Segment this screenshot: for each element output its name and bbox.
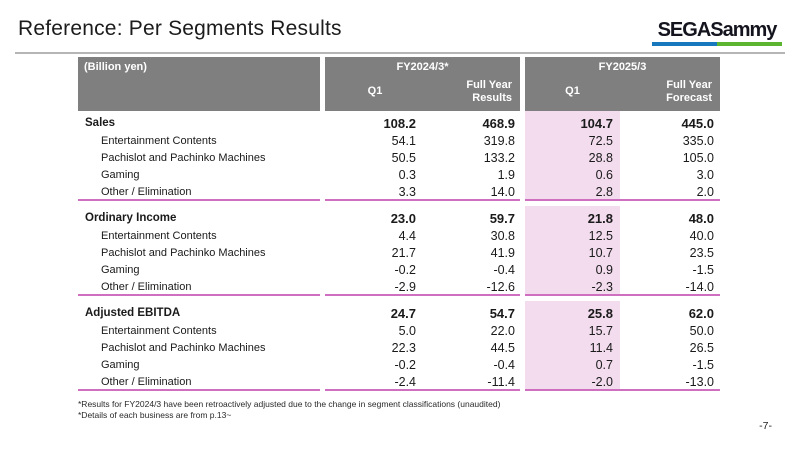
cell-value: 10.7 — [525, 245, 620, 262]
fullyear-line2: Results — [472, 92, 512, 104]
cell-value: 25.8 — [525, 301, 620, 323]
cell-value: 0.9 — [525, 262, 620, 279]
page-title: Reference: Per Segments Results — [18, 17, 342, 40]
cell-value: 468.9 — [482, 116, 515, 131]
fy2025-fullyear-column-header — [620, 75, 720, 111]
row-label: Other / Elimination — [78, 184, 320, 201]
cell-value: 21.8 — [525, 206, 620, 228]
table-section — [78, 111, 720, 201]
segments-table — [78, 57, 720, 396]
footnotes — [78, 399, 500, 420]
cell-value: 24.7 — [390, 306, 416, 321]
cell-value: 50.0 — [689, 324, 714, 338]
cell-value: -0.4 — [493, 358, 515, 372]
cell-value: 50.5 — [391, 151, 416, 165]
cell-value: 133.2 — [483, 151, 515, 165]
row-label: Entertainment Contents — [101, 135, 217, 147]
fy2024-fullyear-column-header — [425, 75, 520, 111]
cell-value: 21.7 — [391, 246, 416, 260]
cell-value: -11.4 — [425, 374, 520, 391]
cell-value: 335.0 — [682, 134, 714, 148]
cell-value: -0.2 — [394, 263, 416, 277]
sega-sammy-logo — [652, 19, 782, 46]
cell-value: -2.0 — [525, 374, 620, 391]
cell-value: -13.0 — [620, 374, 720, 391]
cell-value: 23.0 — [390, 211, 416, 226]
fy2024-group-header — [325, 57, 520, 111]
cell-value: -2.3 — [525, 279, 620, 296]
cell-value: 1.9 — [497, 168, 515, 182]
cell-value: 26.5 — [689, 341, 714, 355]
table-section — [78, 206, 720, 296]
cell-value: 30.8 — [490, 229, 515, 243]
cell-value: 14.0 — [425, 184, 520, 201]
title-divider — [15, 52, 785, 54]
cell-value: 72.5 — [525, 133, 620, 150]
cell-value: 3.0 — [696, 168, 714, 182]
fy2025-group-header — [525, 57, 720, 111]
footnote: *Results for FY2024/3 have been retroactively adjusted due to the change in segment classifications (unaudited) — [78, 399, 501, 409]
cell-value: 28.8 — [525, 150, 620, 167]
row-label: Gaming — [101, 169, 140, 181]
fy2024-label: FY2024/3* — [396, 61, 449, 73]
cell-value: 40.0 — [689, 229, 714, 243]
row-label: Gaming — [101, 359, 140, 371]
cell-value: 15.7 — [525, 323, 620, 340]
cell-value: 44.5 — [490, 341, 515, 355]
fy2025-q1-column-header: Q1 — [565, 85, 580, 97]
fullyear-line2: Forecast — [666, 92, 712, 104]
cell-value: 2.8 — [525, 184, 620, 201]
table-section — [78, 301, 720, 391]
cell-value: 22.3 — [391, 341, 416, 355]
unit-label: (Billion yen) — [78, 57, 320, 111]
section-total-label: Adjusted EBITDA — [85, 307, 181, 319]
cell-value: -2.4 — [325, 374, 425, 391]
cell-value: 54.1 — [391, 134, 416, 148]
cell-value: 48.0 — [688, 211, 714, 226]
cell-value: -2.9 — [325, 279, 425, 296]
cell-value: -0.2 — [394, 358, 416, 372]
row-label: Pachislot and Pachinko Machines — [101, 152, 266, 164]
fy2024-q1-column-header: Q1 — [367, 85, 383, 97]
row-label: Pachislot and Pachinko Machines — [101, 247, 266, 259]
cell-value: 23.5 — [689, 246, 714, 260]
logo-underline-green — [717, 42, 782, 46]
page-number: -7- — [759, 420, 772, 432]
cell-value: 104.7 — [525, 111, 620, 133]
logo-underline-blue — [652, 42, 717, 46]
fy2025-label: FY2025/3 — [598, 61, 647, 73]
table-header — [78, 57, 720, 111]
logo-underline — [652, 42, 782, 46]
cell-value: 62.0 — [688, 306, 714, 321]
row-label: Other / Elimination — [78, 374, 320, 391]
cell-value: 108.2 — [383, 116, 416, 131]
cell-value: 0.6 — [525, 167, 620, 184]
cell-value: 445.0 — [681, 116, 714, 131]
cell-value: 22.0 — [490, 324, 515, 338]
cell-value: 59.7 — [489, 211, 515, 226]
row-label: Other / Elimination — [78, 279, 320, 296]
cell-value: 0.3 — [398, 168, 416, 182]
cell-value: 41.9 — [490, 246, 515, 260]
table-body — [78, 111, 720, 391]
cell-value: 2.0 — [620, 184, 720, 201]
cell-value: 54.7 — [489, 306, 515, 321]
cell-value: -0.4 — [493, 263, 515, 277]
fullyear-line1: Full Year — [666, 79, 712, 91]
footnote: *Details of each business are from p.13~ — [78, 409, 232, 420]
cell-value: 0.7 — [525, 357, 620, 374]
row-label: Pachislot and Pachinko Machines — [101, 342, 266, 354]
cell-value: 3.3 — [325, 184, 425, 201]
logo-wordmark: SEGASammy — [657, 19, 777, 41]
cell-value: 11.4 — [525, 340, 620, 357]
cell-value: -1.5 — [692, 263, 714, 277]
cell-value: -1.5 — [692, 358, 714, 372]
section-total-label: Sales — [85, 117, 116, 129]
cell-value: 12.5 — [525, 228, 620, 245]
cell-value: -12.6 — [425, 279, 520, 296]
cell-value: 105.0 — [682, 151, 714, 165]
row-label: Gaming — [101, 264, 140, 276]
row-label: Entertainment Contents — [101, 230, 217, 242]
cell-value: 319.8 — [483, 134, 515, 148]
cell-value: -14.0 — [620, 279, 720, 296]
cell-value: 5.0 — [398, 324, 416, 338]
row-label: Entertainment Contents — [101, 325, 217, 337]
section-total-label: Ordinary Income — [85, 212, 177, 224]
cell-value: 4.4 — [398, 229, 416, 243]
fullyear-line1: Full Year — [466, 79, 512, 91]
